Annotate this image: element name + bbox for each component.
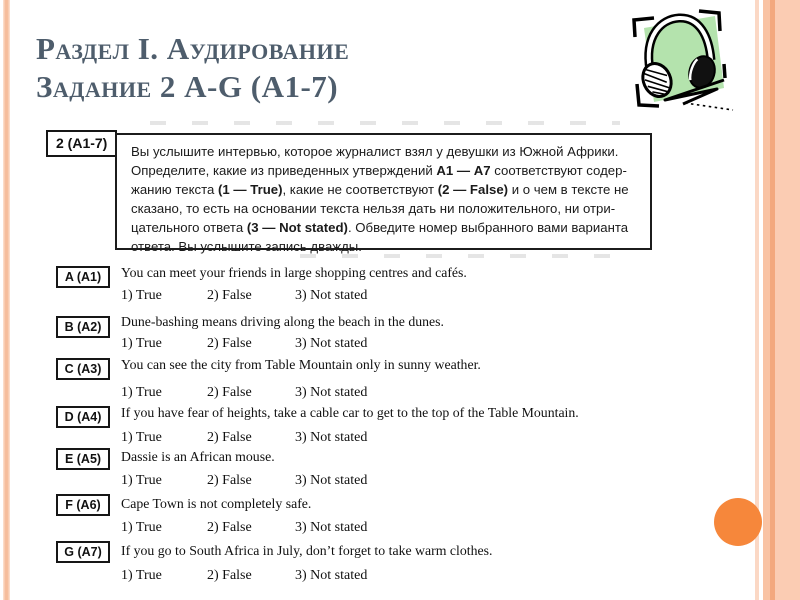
answer-options-row <box>121 385 441 403</box>
instruction-line: Определите, какие из приведенных утверждений А1 — А7 соответствуют содер- <box>131 163 627 178</box>
instruction-line: цательного ответа (3 — Not stated). Обведите номер выбранного вами варианта <box>131 220 629 235</box>
answer-options-row <box>121 520 441 538</box>
right-border-stripe-4 <box>775 0 800 600</box>
slide-title-line2: Задание 2 A-G (A1-7) <box>36 69 339 104</box>
left-border-stripe <box>3 0 10 600</box>
question-statement: You can see the city from Table Mountain only in sunny weather. <box>121 357 481 372</box>
question-statement: You can meet your friends in large shopping centres and cafés. <box>121 265 467 280</box>
answer-option: 3) Not stated <box>295 385 368 400</box>
question-label: C (A3) <box>56 358 110 380</box>
answer-option: 3) Not stated <box>295 288 368 303</box>
question-label: A (A1) <box>56 266 110 288</box>
slide-title-line1: Раздел I. Аудирование <box>36 31 350 66</box>
answer-option: 1) True <box>121 288 162 303</box>
answer-option: 2) False <box>207 520 252 535</box>
instruction-line: ответа. Вы услышите запись дважды. <box>131 239 362 254</box>
question-label: F (A6) <box>56 494 110 516</box>
answer-option: 3) Not stated <box>295 430 368 445</box>
answer-option: 3) Not stated <box>295 568 368 583</box>
answer-option: 1) True <box>121 473 162 488</box>
answer-option: 1) True <box>121 336 162 351</box>
instruction-line: сказано, то есть на основании текста нельзя дать ни положительного, ни отри- <box>131 201 616 216</box>
question-label: G (A7) <box>56 541 110 563</box>
answer-options-row <box>121 288 441 306</box>
answer-option: 3) Not stated <box>295 336 368 351</box>
answer-option: 1) True <box>121 520 162 535</box>
question-label: B (A2) <box>56 316 110 338</box>
question-statement: Cape Town is not completely safe. <box>121 496 312 511</box>
question-label: E (A5) <box>56 448 110 470</box>
answer-option: 2) False <box>207 473 252 488</box>
question-label: D (A4) <box>56 406 110 428</box>
answer-option: 3) Not stated <box>295 473 368 488</box>
accent-circle-decoration <box>714 498 762 546</box>
answer-option: 1) True <box>121 430 162 445</box>
answer-options-row <box>121 430 441 448</box>
answer-option: 1) True <box>121 568 162 583</box>
answer-option: 2) False <box>207 430 252 445</box>
instruction-line: жанию текста (1 — True), какие не соответствуют (2 — False) и о чем в тексте не <box>131 182 629 197</box>
answer-option: 2) False <box>207 288 252 303</box>
headphones-icon <box>627 6 737 116</box>
scan-artifact-top <box>150 121 620 125</box>
answer-option: 2) False <box>207 385 252 400</box>
answer-options-row <box>121 336 441 354</box>
answer-option: 2) False <box>207 568 252 583</box>
answer-option: 2) False <box>207 336 252 351</box>
instruction-box <box>115 133 652 254</box>
question-statement: Dassie is an African mouse. <box>121 449 275 464</box>
question-statement: If you have fear of heights, take a cable car to get to the top of the Table Mountain. <box>121 405 579 420</box>
task-number-box: 2 (A1-7) <box>46 130 117 157</box>
answer-option: 3) Not stated <box>295 520 368 535</box>
answer-options-row <box>121 473 441 491</box>
instruction-line: Вы услышите интервью, которое журналист взял у девушки из Южной Африки. <box>131 144 619 159</box>
answer-option: 1) True <box>121 385 162 400</box>
right-border-stripe-2 <box>763 0 770 600</box>
answer-options-row <box>121 568 441 586</box>
question-statement: If you go to South Africa in July, don’t forget to take warm clothes. <box>121 543 493 558</box>
instruction-text <box>131 142 640 256</box>
question-statement: Dune-bashing means driving along the beach in the dunes. <box>121 314 444 329</box>
